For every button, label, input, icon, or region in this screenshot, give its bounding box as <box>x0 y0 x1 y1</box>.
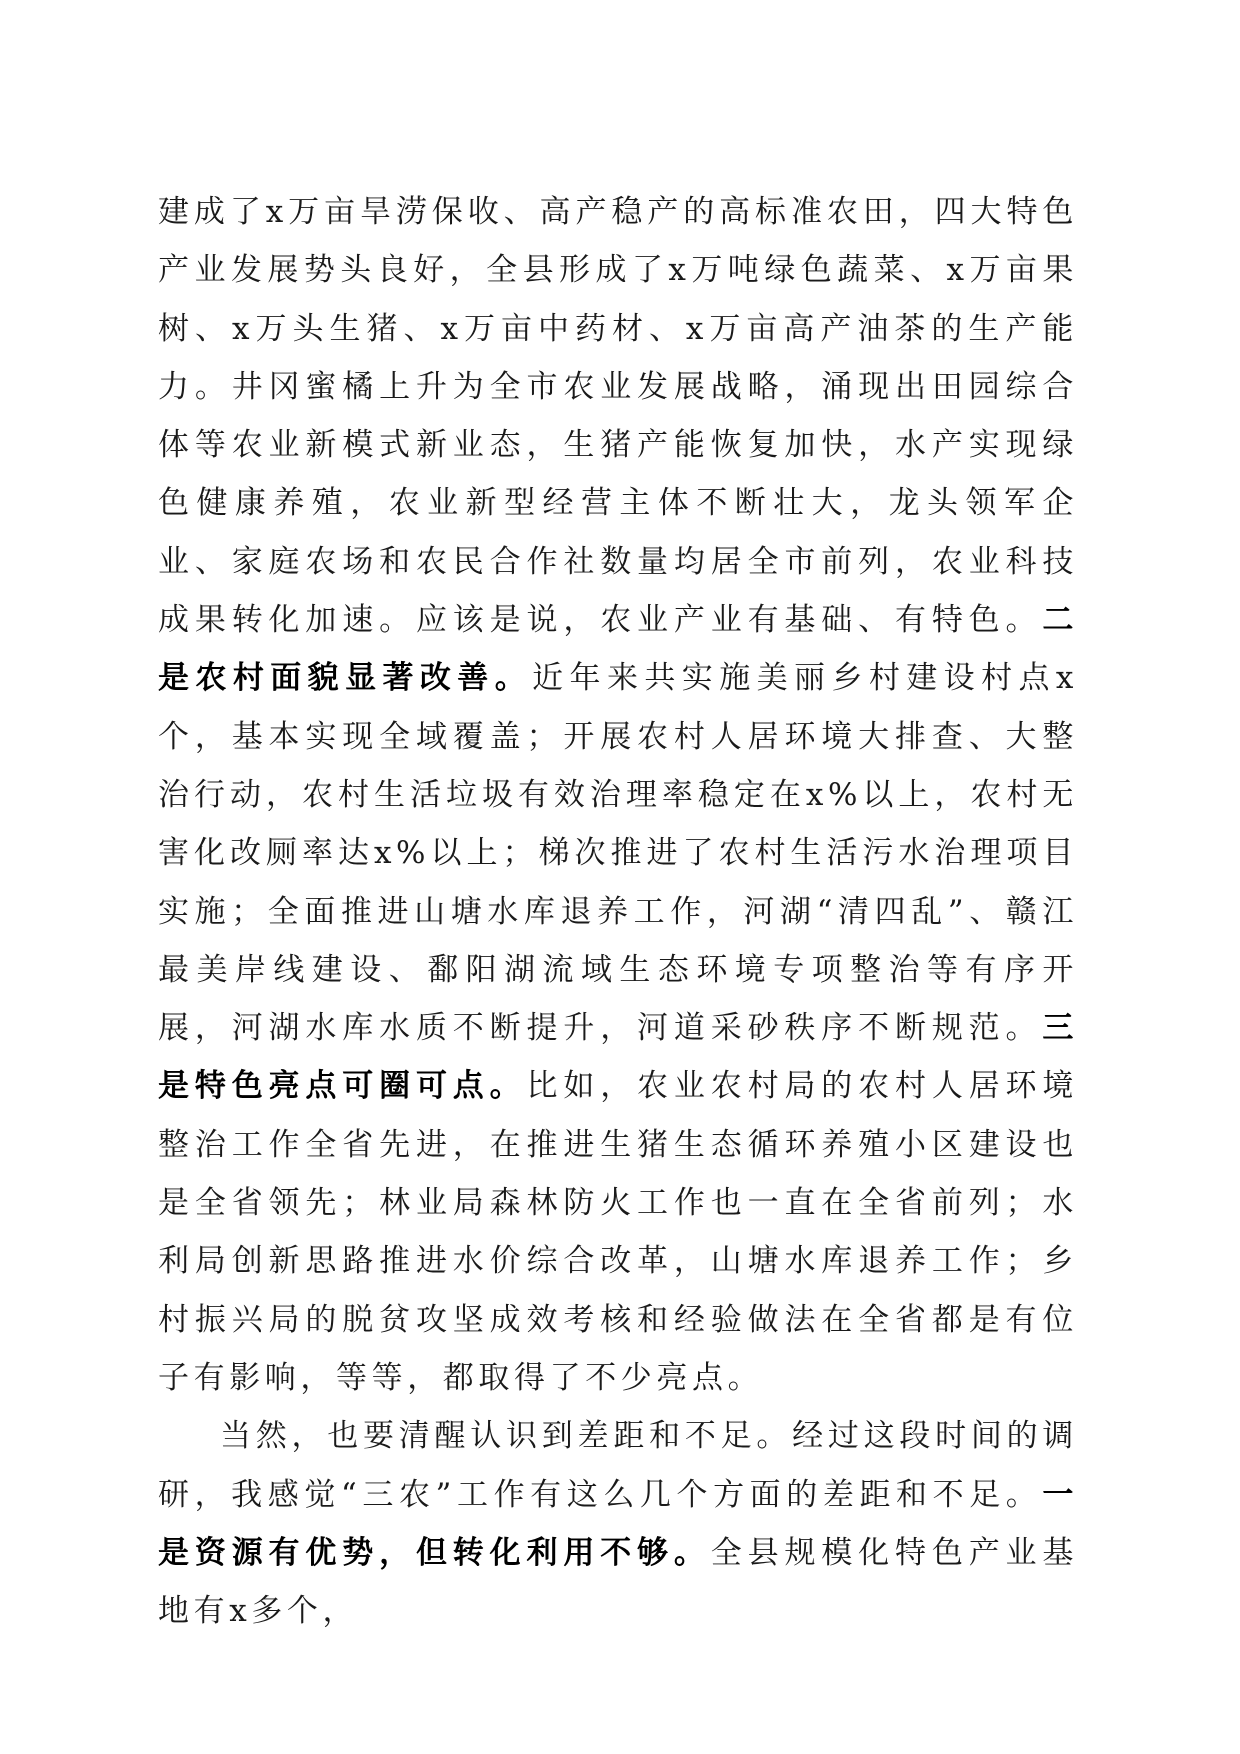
text-run: 全县规模化特色产业基地有x多个， <box>158 1534 1078 1630</box>
text-run: 近年来共实施美丽乡村建设村点x个，基本实现全域覆盖；开展农村人居环境大排查、大整治行动，农村生活垃圾有效治理率稳定在x%以上，农村无害化改厕率达x%以上；梯次推进了农村生活污水治理项目实施；全面推进山塘水库退养工作，河湖“清四乱”、赣江最美岸线建设、鄱阳湖流域生态环境专项整治等有序开展，河湖水库水质不断提升，河道采砂秩序不断规范。 <box>158 660 1079 1047</box>
paragraph-2 <box>158 1407 1078 1640</box>
paragraph-1 <box>158 183 1078 1407</box>
text-run: 当然，也要清醒认识到差距和不足。经过这段时间的调研，我感觉“三农”工作有这么几个方面的差距和不足。 <box>158 1418 1078 1513</box>
bold-heading-2: 二是农村面貌显著改善。 <box>158 602 1078 697</box>
document-page <box>158 183 1078 1640</box>
text-run: 建成了x万亩旱涝保收、高产稳产的高标准农田，四大特色产业发展势头良好，全县形成了x万吨绿色蔬菜、x万亩果树、x万头生猪、x万亩中药材、x万亩高产油茶的生产能力。井冈蜜橘上升为全市农业发展战略，涌现出田园综合体等农业新模式新业态，生猪产能恢复加快，水产实现绿色健康养殖，农业新型经营主体不断壮大，龙头领军企业、家庭农场和农民合作社数量均居全市前列，农业科技成果转化加速。应该是说，农业产业有基础、有特色。 <box>158 194 1078 639</box>
text-run: 比如，农业农村局的农村人居环境整治工作全省先进，在推进生猪生态循环养殖小区建设也是全省领先；林业局森林防火工作也一直在全省前列；水利局创新思路推进水价综合改革，山塘水库退养工作；乡村振兴局的脱贫攻坚成效考核和经验做法在全省都是有位子有影响，等等，都取得了不少亮点。 <box>158 1068 1078 1396</box>
bold-heading-shortcoming-1: 一是资源有优势，但转化利用不够。 <box>158 1476 1078 1571</box>
bold-heading-3: 三是特色亮点可圈可点。 <box>158 1010 1078 1105</box>
